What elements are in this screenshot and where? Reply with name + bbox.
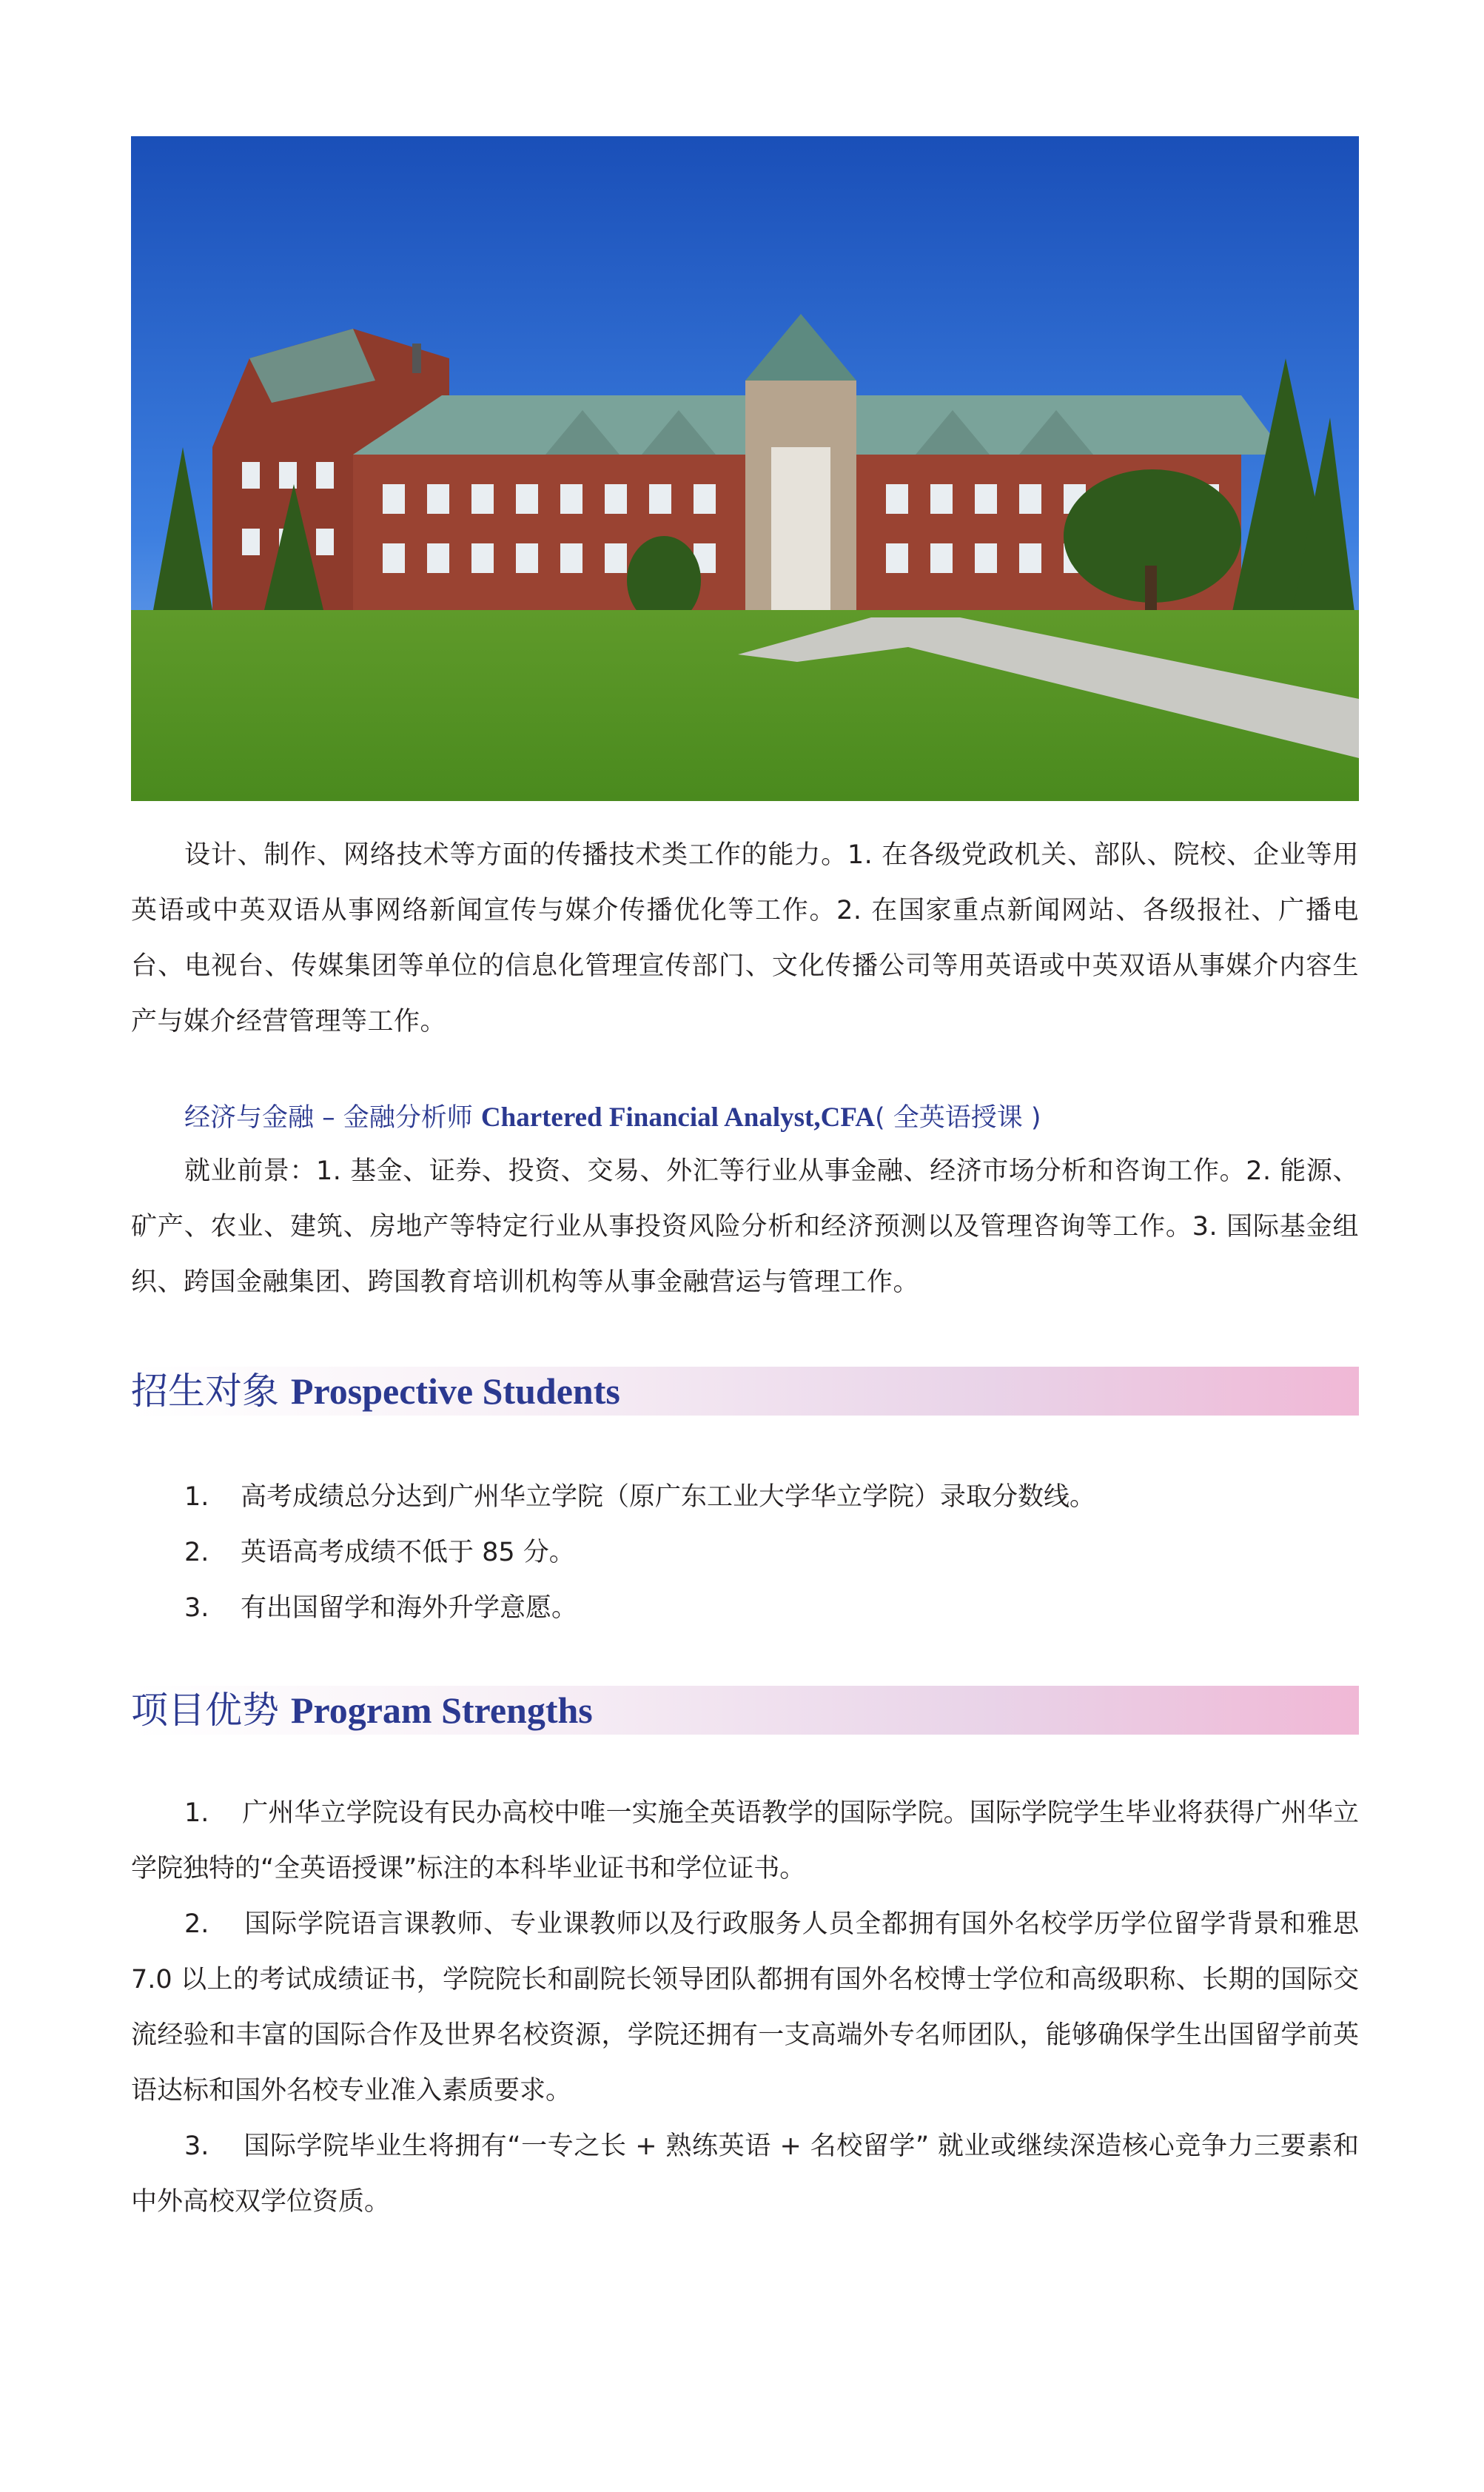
finance-title-en: Chartered Financial Analyst,CFA: [480, 1102, 875, 1133]
strength-item: [131, 1897, 1359, 2119]
list-item: [131, 1525, 1359, 1581]
finance-subheading: [184, 1096, 1041, 1140]
program-strengths-list: [131, 1786, 1359, 2230]
list-item-number: 3.: [184, 1593, 209, 1623]
prospective-students-list: [131, 1470, 1359, 1636]
strength-number: 2.: [184, 1909, 209, 1939]
section-title: [131, 1686, 593, 1744]
strength-text: 广州华立学院设有民办高校中唯一实施全英语教学的国际学院。国际学院学生毕业将获得广州华立学院独特的“全英语授课”标注的本科毕业证书和学位证书。: [131, 1798, 1359, 1883]
strength-item: [131, 1786, 1359, 1897]
strength-text: 国际学院毕业生将拥有“一专之长 + 熟练英语 + 名校留学” 就业或继续深造核心竞争力三要素和中外高校双学位资质。: [131, 2131, 1359, 2217]
finance-career-paragraph: 就业前景：1. 基金、证券、投资、交易、外汇等行业从事金融、经济市场分析和咨询工作。2. 能源、矿产、农业、建筑、房地产等特定行业从事投资风险分析和经济预测以及管理咨询等工作。3. 国际基金组织、跨国金融集团、跨国教育培训机构等从事金融营运与管理工作。: [131, 1156, 1359, 1297]
strength-item: [131, 2119, 1359, 2230]
list-item-text: 有出国留学和海外升学意愿。: [241, 1593, 578, 1623]
section-title-en: Program Strengths: [290, 1689, 593, 1731]
program-strengths-header: [131, 1686, 1359, 1735]
strength-number: 1.: [184, 1798, 209, 1828]
list-item: [131, 1470, 1359, 1525]
list-item: [131, 1581, 1359, 1636]
campus-photo: [131, 136, 1359, 801]
strength-text: 国际学院语言课教师、专业课教师以及行政服务人员全都拥有国外名校学历学位留学背景和雅思 7.0 以上的考试成绩证书，学院院长和副院长领导团队都拥有国外名校博士学位和高级职称、长期的国际交流经验和丰富的国际合作及世界名校资源，学院还拥有一支高端外专名师团队，能够确保学生出国留学前英语达标和国外名校专业准入素质要求。: [131, 1909, 1359, 2106]
list-item-number: 1.: [184, 1482, 209, 1512]
section-title-en: Prospective Students: [290, 1370, 620, 1412]
list-item-text: 英语高考成绩不低于 85 分。: [241, 1538, 575, 1567]
prospective-students-header: [131, 1367, 1359, 1416]
finance-title-suffix: ( 全英语授课 ): [874, 1103, 1041, 1133]
list-item-text: 高考成绩总分达到广州华立学院（原广东工业大学华立学院）录取分数线。: [241, 1482, 1096, 1512]
media-career-paragraph: 设计、制作、网络技术等方面的传播技术类工作的能力。1. 在各级党政机关、部队、院校、企业等用英语或中英双语从事网络新闻宣传与媒介传播优化等工作。2. 在国家重点新闻网站、各级报社、广播电台、电视台、传媒集团等单位的信息化管理宣传部门、文化传播公司等用英语或中英双语从事媒介内容生产与媒介经营管理等工作。: [131, 840, 1359, 1036]
section-title-zh: 招生对象: [131, 1370, 291, 1413]
finance-title-zh: 经济与金融 – 金融分析师: [184, 1103, 481, 1133]
strength-number: 3.: [184, 2131, 209, 2161]
list-item-number: 2.: [184, 1538, 209, 1567]
section-title-zh: 项目优势: [131, 1689, 291, 1732]
campus-illustration: [131, 136, 1359, 801]
section-title: [131, 1367, 620, 1424]
